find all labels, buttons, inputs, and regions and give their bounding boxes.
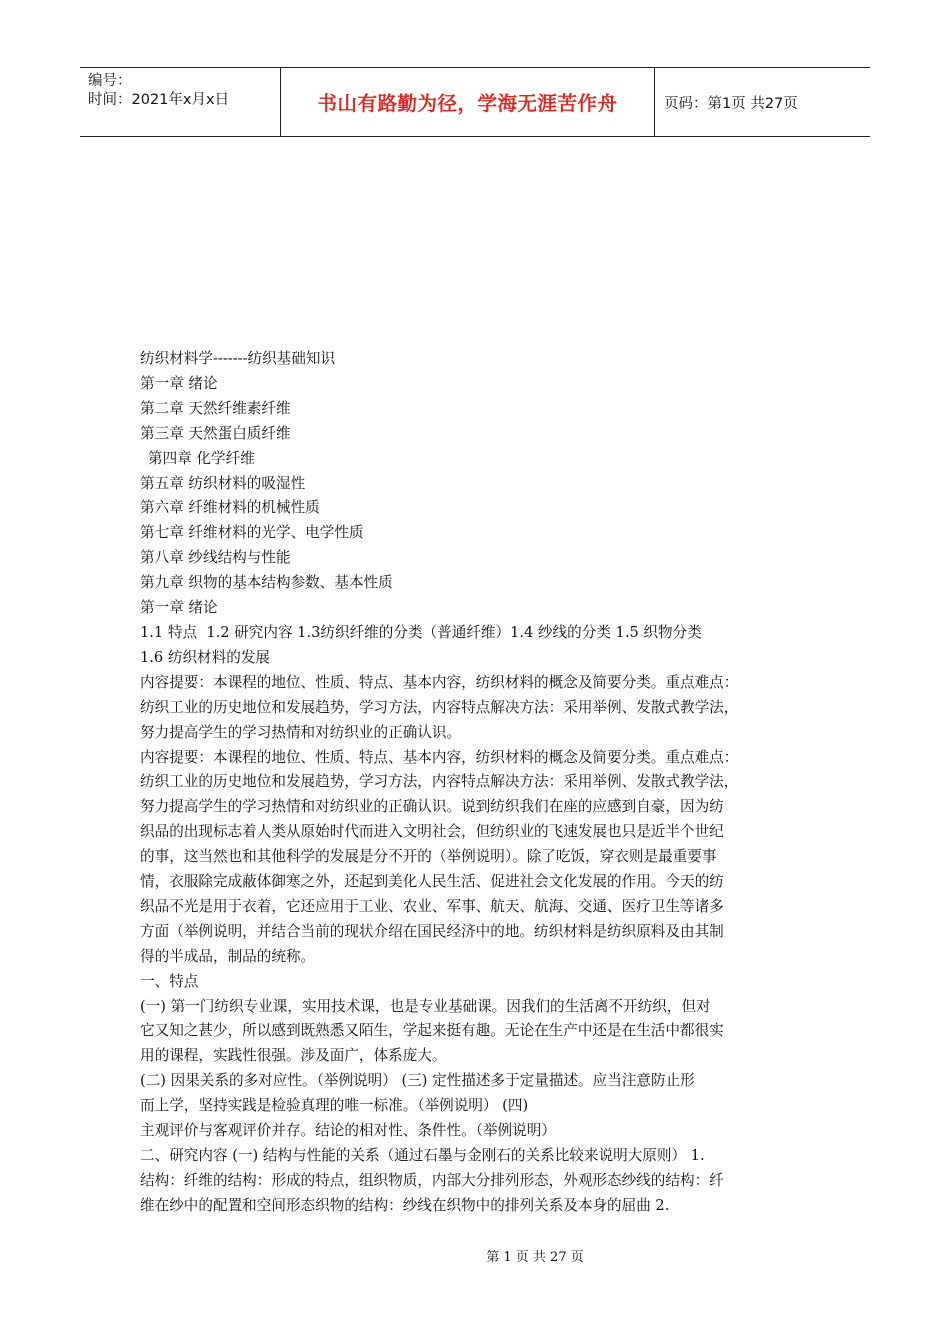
body-line: 努力提高学生的学习热情和对纺织业的正确认识。 (140, 723, 462, 741)
body-line: 织品的出现标志着人类从原始时代而进入文明社会，但纺织业的飞速发展也只是近半个世纪 (140, 823, 724, 841)
body-line: 织品不光是用于衣着，它还应用于工业、农业、军事、航天、航海、交通、医疗卫生等诸多 (140, 897, 724, 915)
body-line: 结构：纤维的结构：形成的特点，组织物质，内部大分排列形态，外观形态纱线的结构：纤 (140, 1171, 724, 1189)
body-line: 纺织工业的历史地位和发展趋势，学习方法，内容特点解决方法：采用举例、发散式教学法， (140, 698, 739, 716)
body-line: 维在纱中的配置和空间形态织物的结构：纱线在织物中的排列关系及本身的屈曲 2. (140, 1196, 670, 1214)
time-label: 时间：2021年x月x日 (88, 92, 230, 108)
body-line: 努力提高学生的学习热情和对纺织业的正确认识。说到纺织我们在座的应感到自豪，因为纺 (140, 798, 724, 816)
body-line: (一) 第一门纺织专业课，实用技术课，也是专业基础课。因我们的生活离不开纺织，但对 (140, 997, 711, 1015)
toc-line: 第七章 纤维材料的光学、电学性质 (140, 524, 364, 542)
page-footer: 第 1 页 共 27 页 (486, 1250, 584, 1265)
body-line: 而上学，坚持实践是检验真理的唯一标准。（举例说明） (四) (140, 1097, 529, 1115)
body-line: 二、研究内容 (一) 结构与性能的关系（通过石墨与金刚石的关系比较来说明大原则） 1. (140, 1147, 705, 1164)
body-line: 方面（举例说明，并结合当前的现状介绍在国民经济中的地。纺织材料是纺织原料及由其制 (140, 922, 724, 940)
body-line: 得的半成品，制品的统称。 (140, 947, 316, 965)
toc-line: 第九章 织物的基本结构参数、基本性质 (140, 574, 393, 592)
body-line: 内容提要：本课程的地位、性质、特点、基本内容，纺织材料的概念及简要分类。重点难点： (140, 748, 739, 766)
toc-line: 第四章 化学纤维 (148, 449, 255, 467)
document-body (140, 347, 820, 1219)
section-heading: 一、特点 (140, 972, 199, 990)
number-label: 编号： (88, 73, 132, 89)
toc-line: 第六章 纤维材料的机械性质 (140, 499, 320, 517)
body-line: 的事，这当然也和其他科学的发展是分不开的（举例说明）。除了吃饭，穿衣则是最重要事 (140, 848, 717, 866)
body-line: 它又知之甚少，所以感到既熟悉又陌生，学起来挺有趣。无论在生产中还是在生活中都很实 (140, 1022, 724, 1040)
document-title: 纺织材料学-------纺织基础知识 (140, 350, 336, 367)
toc-line: 第五章 纺织材料的吸湿性 (140, 474, 306, 492)
chapter-heading: 第一章 绪论 (140, 599, 218, 617)
toc-line: 第二章 天然纤维素纤维 (140, 399, 291, 417)
section-list: 1.6 纺织材料的发展 (140, 648, 271, 666)
section-list: 1.1 特点 1.2 研究内容 1.3纺织纤维的分类（普通纤维）1.4 纱线的分类 1.5 织物分类 (140, 623, 702, 641)
toc-line: 第一章 绪论 (140, 374, 218, 392)
body-line: 情，衣服除完成蔽体御寒之外，还起到美化人民生活、促进社会文化发展的作用。今天的纺 (140, 873, 724, 891)
body-line: 主观评价与客观评价并存。结论的相对性、条件性。（举例说明） (140, 1122, 556, 1140)
toc-line: 第三章 天然蛋白质纤维 (140, 424, 291, 442)
header-motto: 书山有路勤为径，学海无涯苦作舟 (281, 68, 655, 136)
body-line: (二) 因果关系的多对应性。（举例说明） (三) 定性描述多于定量描述。应当注意防止形 (140, 1072, 695, 1090)
page-header (80, 67, 870, 137)
body-line: 用的课程，实践性很强。涉及面广，体系庞大。 (140, 1047, 447, 1065)
header-meta (80, 68, 281, 136)
body-line: 内容提要：本课程的地位、性质、特点、基本内容，纺织材料的概念及简要分类。重点难点： (140, 673, 739, 691)
toc-line: 第八章 纱线结构与性能 (140, 549, 291, 567)
header-page-info: 页码：第1页 共27页 (664, 95, 798, 112)
body-line: 纺织工业的历史地位和发展趋势，学习方法，内容特点解决方法：采用举例、发散式教学法， (140, 773, 739, 791)
